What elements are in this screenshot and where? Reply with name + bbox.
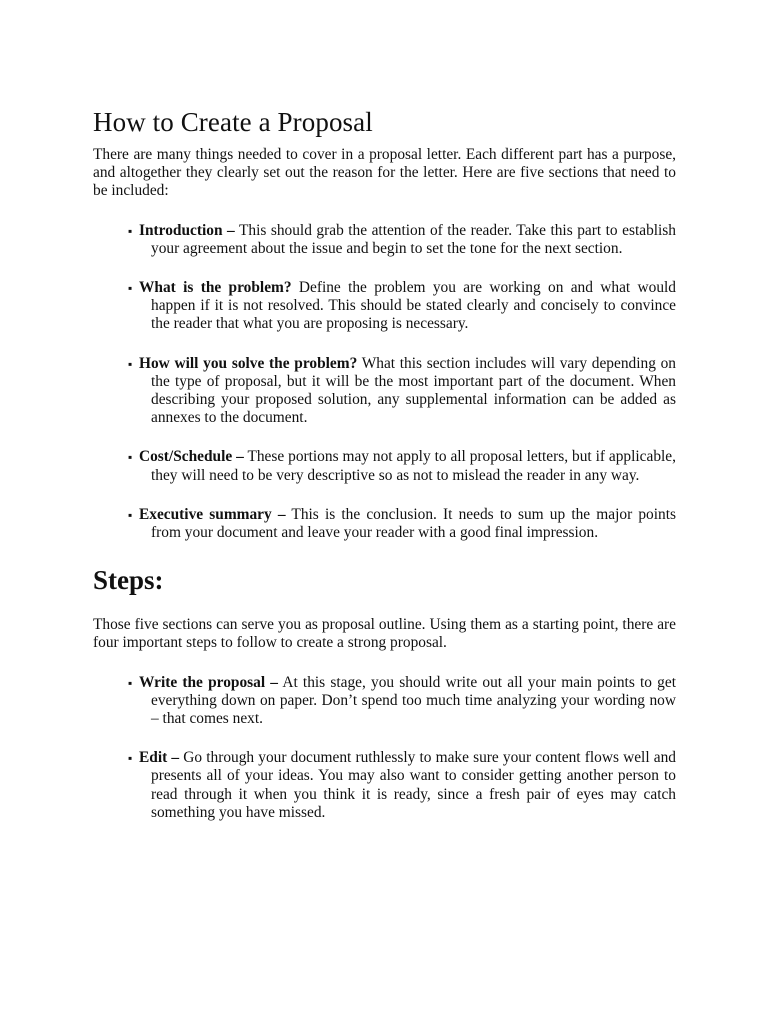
bullet-icon: ▪: [128, 507, 133, 522]
item-text: At this stage, you should write out all your main points to get everything down on paper. Don’t spend too much time analyzing your wording now – that comes next.: [151, 673, 676, 728]
bullet-icon: ▪: [128, 751, 133, 766]
intro-paragraph: There are many things needed to cover in a proposal letter. Each different part has a purpose, and altogether they clearly set out the reason for the letter. Here are five sections that need to be included:: [93, 146, 676, 200]
list-item: [93, 222, 676, 258]
steps-intro-paragraph: Those five sections can serve you as proposal outline. Using them as a starting point, there are four important steps to follow to create a strong proposal.: [93, 616, 676, 652]
item-text: This is the conclusion. It needs to sum up the major points from your document and leave your reader with a good final impression.: [151, 505, 676, 542]
sections-list: [93, 222, 676, 543]
item-lead: What is the problem?: [139, 279, 292, 297]
item-text: Define the problem you are working on and what would happen if it is not resolved. This should be stated clearly and concisely to convince the reader that what you are proposing is necessary.: [151, 279, 676, 333]
item-lead: Edit –: [139, 749, 180, 767]
bullet-icon: ▪: [128, 356, 133, 371]
list-item: [93, 749, 676, 822]
item-text: What this section includes will vary depending on the type of proposal, but it will be the most important part of the document. When describing your proposed solution, any supplemental information can be added as annexes to the document.: [151, 354, 677, 427]
page-title: How to Create a Proposal: [93, 107, 373, 137]
item-text: These portions may not apply to all proposal letters, but if applicable, they will need to be very descriptive so as not to mislead the reader in any way.: [151, 448, 676, 484]
item-lead: Executive summary –: [139, 505, 286, 523]
bullet-icon: ▪: [128, 675, 133, 690]
list-item: [93, 279, 676, 334]
item-lead: Cost/Schedule –: [139, 448, 244, 466]
item-text: Go through your document ruthlessly to make sure your content flows well and presents all of your ideas. You may also want to consider getting another person to read through it when you think it is ready, since a fresh pair of eyes may catch something you have missed.: [151, 749, 676, 821]
item-lead: Introduction –: [139, 221, 235, 239]
item-lead: How will you solve the problem?: [139, 354, 358, 372]
steps-list: [93, 674, 676, 822]
list-item: [93, 355, 676, 428]
list-item: [93, 674, 676, 729]
bullet-icon: ▪: [128, 450, 133, 465]
bullet-icon: ▪: [128, 223, 133, 238]
item-lead: Write the proposal –: [139, 673, 278, 691]
item-text: This should grab the attention of the reader. Take this part to establish your agreement about the issue and begin to set the tone for the next section.: [151, 221, 676, 257]
steps-heading: Steps:: [93, 565, 164, 596]
bullet-icon: ▪: [128, 281, 133, 296]
document-page: [93, 104, 676, 822]
list-item: [93, 448, 676, 484]
list-item: [93, 506, 676, 542]
